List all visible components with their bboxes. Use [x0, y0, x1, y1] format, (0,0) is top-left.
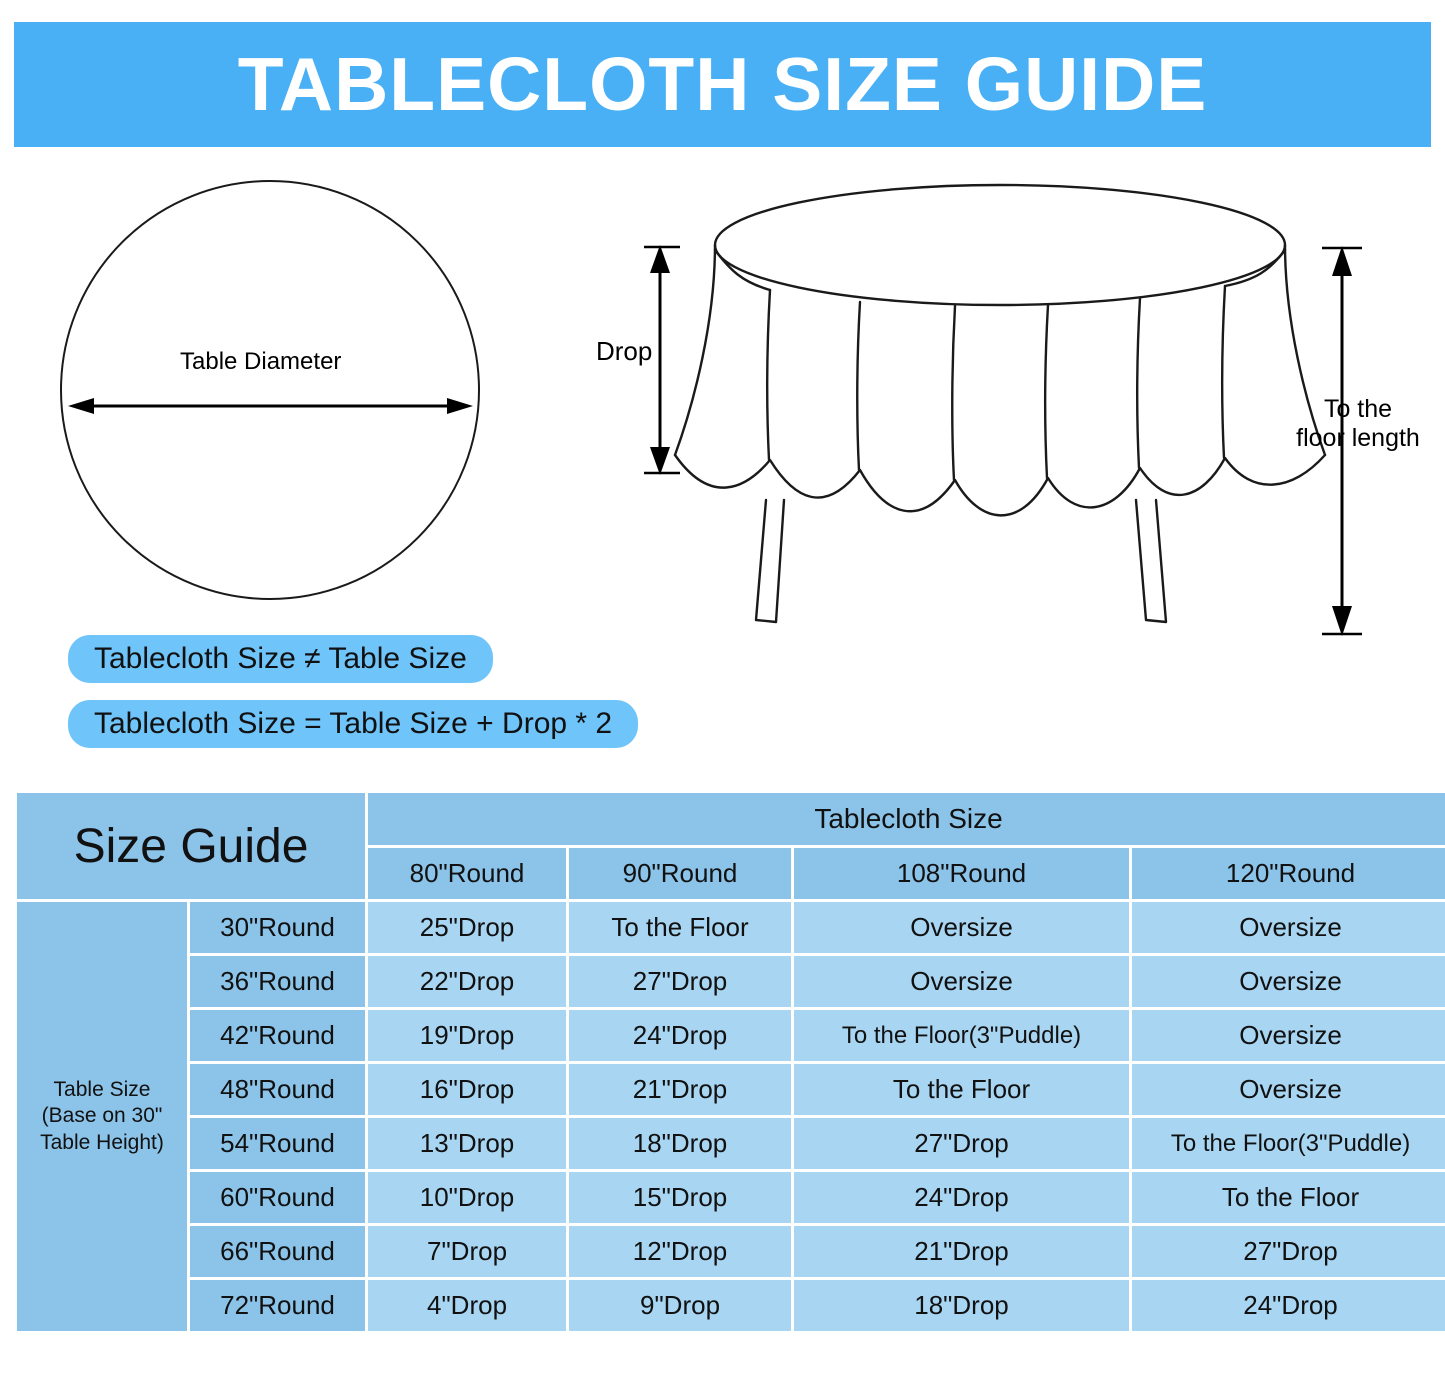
table-row [17, 1226, 1445, 1277]
cell-r1-c2: Oversize [794, 956, 1129, 1007]
cell-r3-c2: To the Floor [794, 1064, 1129, 1115]
floor-length-label [1288, 395, 1428, 453]
badge-size-formula: Tablecloth Size = Table Size + Drop * 2 [68, 700, 638, 748]
cell-r4-c1: 18"Drop [569, 1118, 791, 1169]
cell-r7-c1: 9"Drop [569, 1280, 791, 1331]
cell-r5-c0: 10"Drop [368, 1172, 566, 1223]
cell-r6-c3: 27"Drop [1132, 1226, 1445, 1277]
draped-table-illustration [570, 170, 1430, 790]
floor-length-label-line1: To the [1323, 395, 1393, 423]
table-row [17, 902, 1445, 953]
table-row [17, 1280, 1445, 1331]
column-header-120-round: 120"Round [1132, 848, 1445, 899]
cell-r3-c3: Oversize [1132, 1064, 1445, 1115]
table-row [17, 956, 1445, 1007]
cell-r1-c3: Oversize [1132, 956, 1445, 1007]
cell-r6-c1: 12"Drop [569, 1226, 791, 1277]
cell-r2-c3: Oversize [1132, 1010, 1445, 1061]
cell-r4-c0: 13"Drop [368, 1118, 566, 1169]
row-header-72-round: 72"Round [190, 1280, 365, 1331]
table-row [17, 1118, 1445, 1169]
column-header-90-round: 90"Round [569, 848, 791, 899]
table-row [17, 1172, 1445, 1223]
cell-r7-c2: 18"Drop [794, 1280, 1129, 1331]
cell-r0-c1: To the Floor [569, 902, 791, 953]
cell-r1-c1: 27"Drop [569, 956, 791, 1007]
size-guide-table [14, 790, 1445, 1334]
row-header-30-round: 30"Round [190, 902, 365, 953]
cell-r7-c0: 4"Drop [368, 1280, 566, 1331]
side-header-line2: (Base on 30" [41, 1104, 163, 1128]
row-header-60-round: 60"Round [190, 1172, 365, 1223]
size-guide-title: Size Guide [17, 793, 365, 899]
cell-r5-c2: 24"Drop [794, 1172, 1129, 1223]
diameter-double-arrow-icon [68, 398, 473, 414]
side-header-line1: Table Size [53, 1078, 151, 1102]
column-header-108-round: 108"Round [794, 848, 1129, 899]
diagram-area [0, 150, 1445, 790]
row-header-42-round: 42"Round [190, 1010, 365, 1061]
page-header [14, 22, 1431, 147]
page-title: TABLECLOTH SIZE GUIDE [237, 42, 1208, 126]
table-size-side-header [17, 902, 187, 1331]
badge-size-not-equal: Tablecloth Size ≠ Table Size [68, 635, 493, 683]
cell-r0-c0: 25"Drop [368, 902, 566, 953]
table-diameter-diagram [60, 180, 500, 620]
cell-r4-c3: To the Floor(3"Puddle) [1132, 1118, 1445, 1169]
cell-r6-c2: 21"Drop [794, 1226, 1129, 1277]
cell-r4-c2: 27"Drop [794, 1118, 1129, 1169]
table-row [17, 1064, 1445, 1115]
row-header-48-round: 48"Round [190, 1064, 365, 1115]
cell-r5-c1: 15"Drop [569, 1172, 791, 1223]
cell-r2-c1: 24"Drop [569, 1010, 791, 1061]
cell-r0-c3: Oversize [1132, 902, 1445, 953]
table-diameter-label: Table Diameter [180, 348, 342, 375]
column-header-80-round: 80"Round [368, 848, 566, 899]
side-header-line3: Table Height) [40, 1130, 164, 1154]
tablecloth-size-header: Tablecloth Size [368, 793, 1445, 845]
table-header-row-1 [17, 793, 1445, 845]
cell-r3-c0: 16"Drop [368, 1064, 566, 1115]
cell-r0-c2: Oversize [794, 902, 1129, 953]
cell-r6-c0: 7"Drop [368, 1226, 566, 1277]
cell-r3-c1: 21"Drop [569, 1064, 791, 1115]
table-row [17, 1010, 1445, 1061]
cell-r5-c3: To the Floor [1132, 1172, 1445, 1223]
floor-length-label-line2: floor length [1296, 423, 1420, 452]
cell-r7-c3: 24"Drop [1132, 1280, 1445, 1331]
drop-label: Drop [596, 336, 653, 366]
cell-r2-c0: 19"Drop [368, 1010, 566, 1061]
row-header-66-round: 66"Round [190, 1226, 365, 1277]
row-header-54-round: 54"Round [190, 1118, 365, 1169]
round-table-circle [60, 180, 480, 600]
row-header-36-round: 36"Round [190, 956, 365, 1007]
cell-r1-c0: 22"Drop [368, 956, 566, 1007]
cell-r2-c2: To the Floor(3"Puddle) [794, 1010, 1129, 1061]
